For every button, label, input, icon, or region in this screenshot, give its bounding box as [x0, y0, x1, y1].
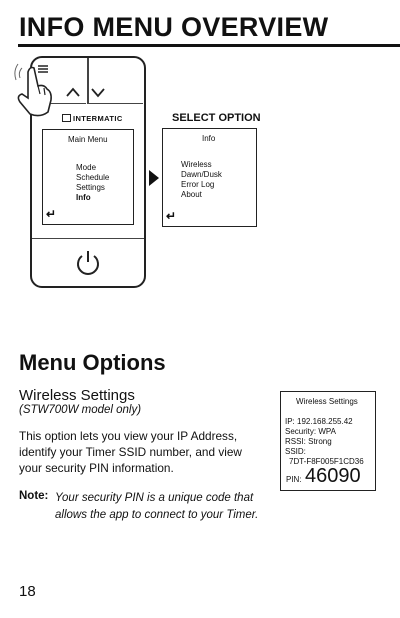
info-item-dawn-dusk: Dawn/Dusk	[181, 170, 222, 179]
enter-icon: ↵	[166, 209, 177, 223]
info-item-error-log: Error Log	[181, 180, 215, 189]
info-menu-title: Info	[202, 134, 216, 143]
main-menu-title: Main Menu	[68, 135, 108, 144]
security-value: Security: WPA	[285, 427, 336, 436]
arrow-right-icon	[148, 168, 160, 188]
menu-item-settings: Settings	[76, 183, 105, 192]
note-label: Note:	[19, 490, 49, 502]
section-heading: Menu Options	[19, 350, 166, 375]
menu-item-mode: Mode	[76, 163, 97, 172]
menu-item-info-selected: Info	[76, 193, 91, 202]
enter-icon: ↵	[46, 207, 57, 221]
chevron-up-icon	[67, 89, 79, 96]
pointing-hand-icon	[14, 62, 54, 120]
body-paragraph: This option lets you view your IP Address, identify your Timer SSID number, and view your security PIN information.	[19, 429, 242, 475]
title-rule	[18, 44, 400, 47]
wireless-settings-title: Wireless Settings	[296, 397, 358, 406]
ssid-label: SSID:	[285, 447, 306, 456]
info-item-wireless: Wireless	[181, 160, 212, 169]
brand-logo: INTERMATIC	[62, 114, 123, 123]
ip-address: IP: 192.168.255.42	[285, 417, 353, 426]
menu-item-schedule: Schedule	[76, 173, 110, 182]
info-item-about: About	[181, 190, 202, 199]
select-option-label: SELECT OPTION	[172, 112, 261, 124]
page-title: INFO MENU OVERVIEW	[19, 12, 329, 42]
pin-label: PIN:	[286, 475, 302, 484]
model-note: (STW700W model only)	[19, 404, 142, 416]
ssid-value: 7DT-F8F005F1CD36	[289, 457, 364, 466]
note-text: Your security PIN is a unique code that allows the app to connect to your Timer.	[55, 492, 259, 521]
chevron-down-icon	[92, 89, 104, 96]
power-icon	[74, 248, 102, 278]
pin-value: 46090	[305, 465, 361, 487]
subsection-heading: Wireless Settings	[19, 387, 135, 404]
page-number: 18	[19, 583, 36, 600]
rssi-value: RSSI: Strong	[285, 437, 332, 446]
